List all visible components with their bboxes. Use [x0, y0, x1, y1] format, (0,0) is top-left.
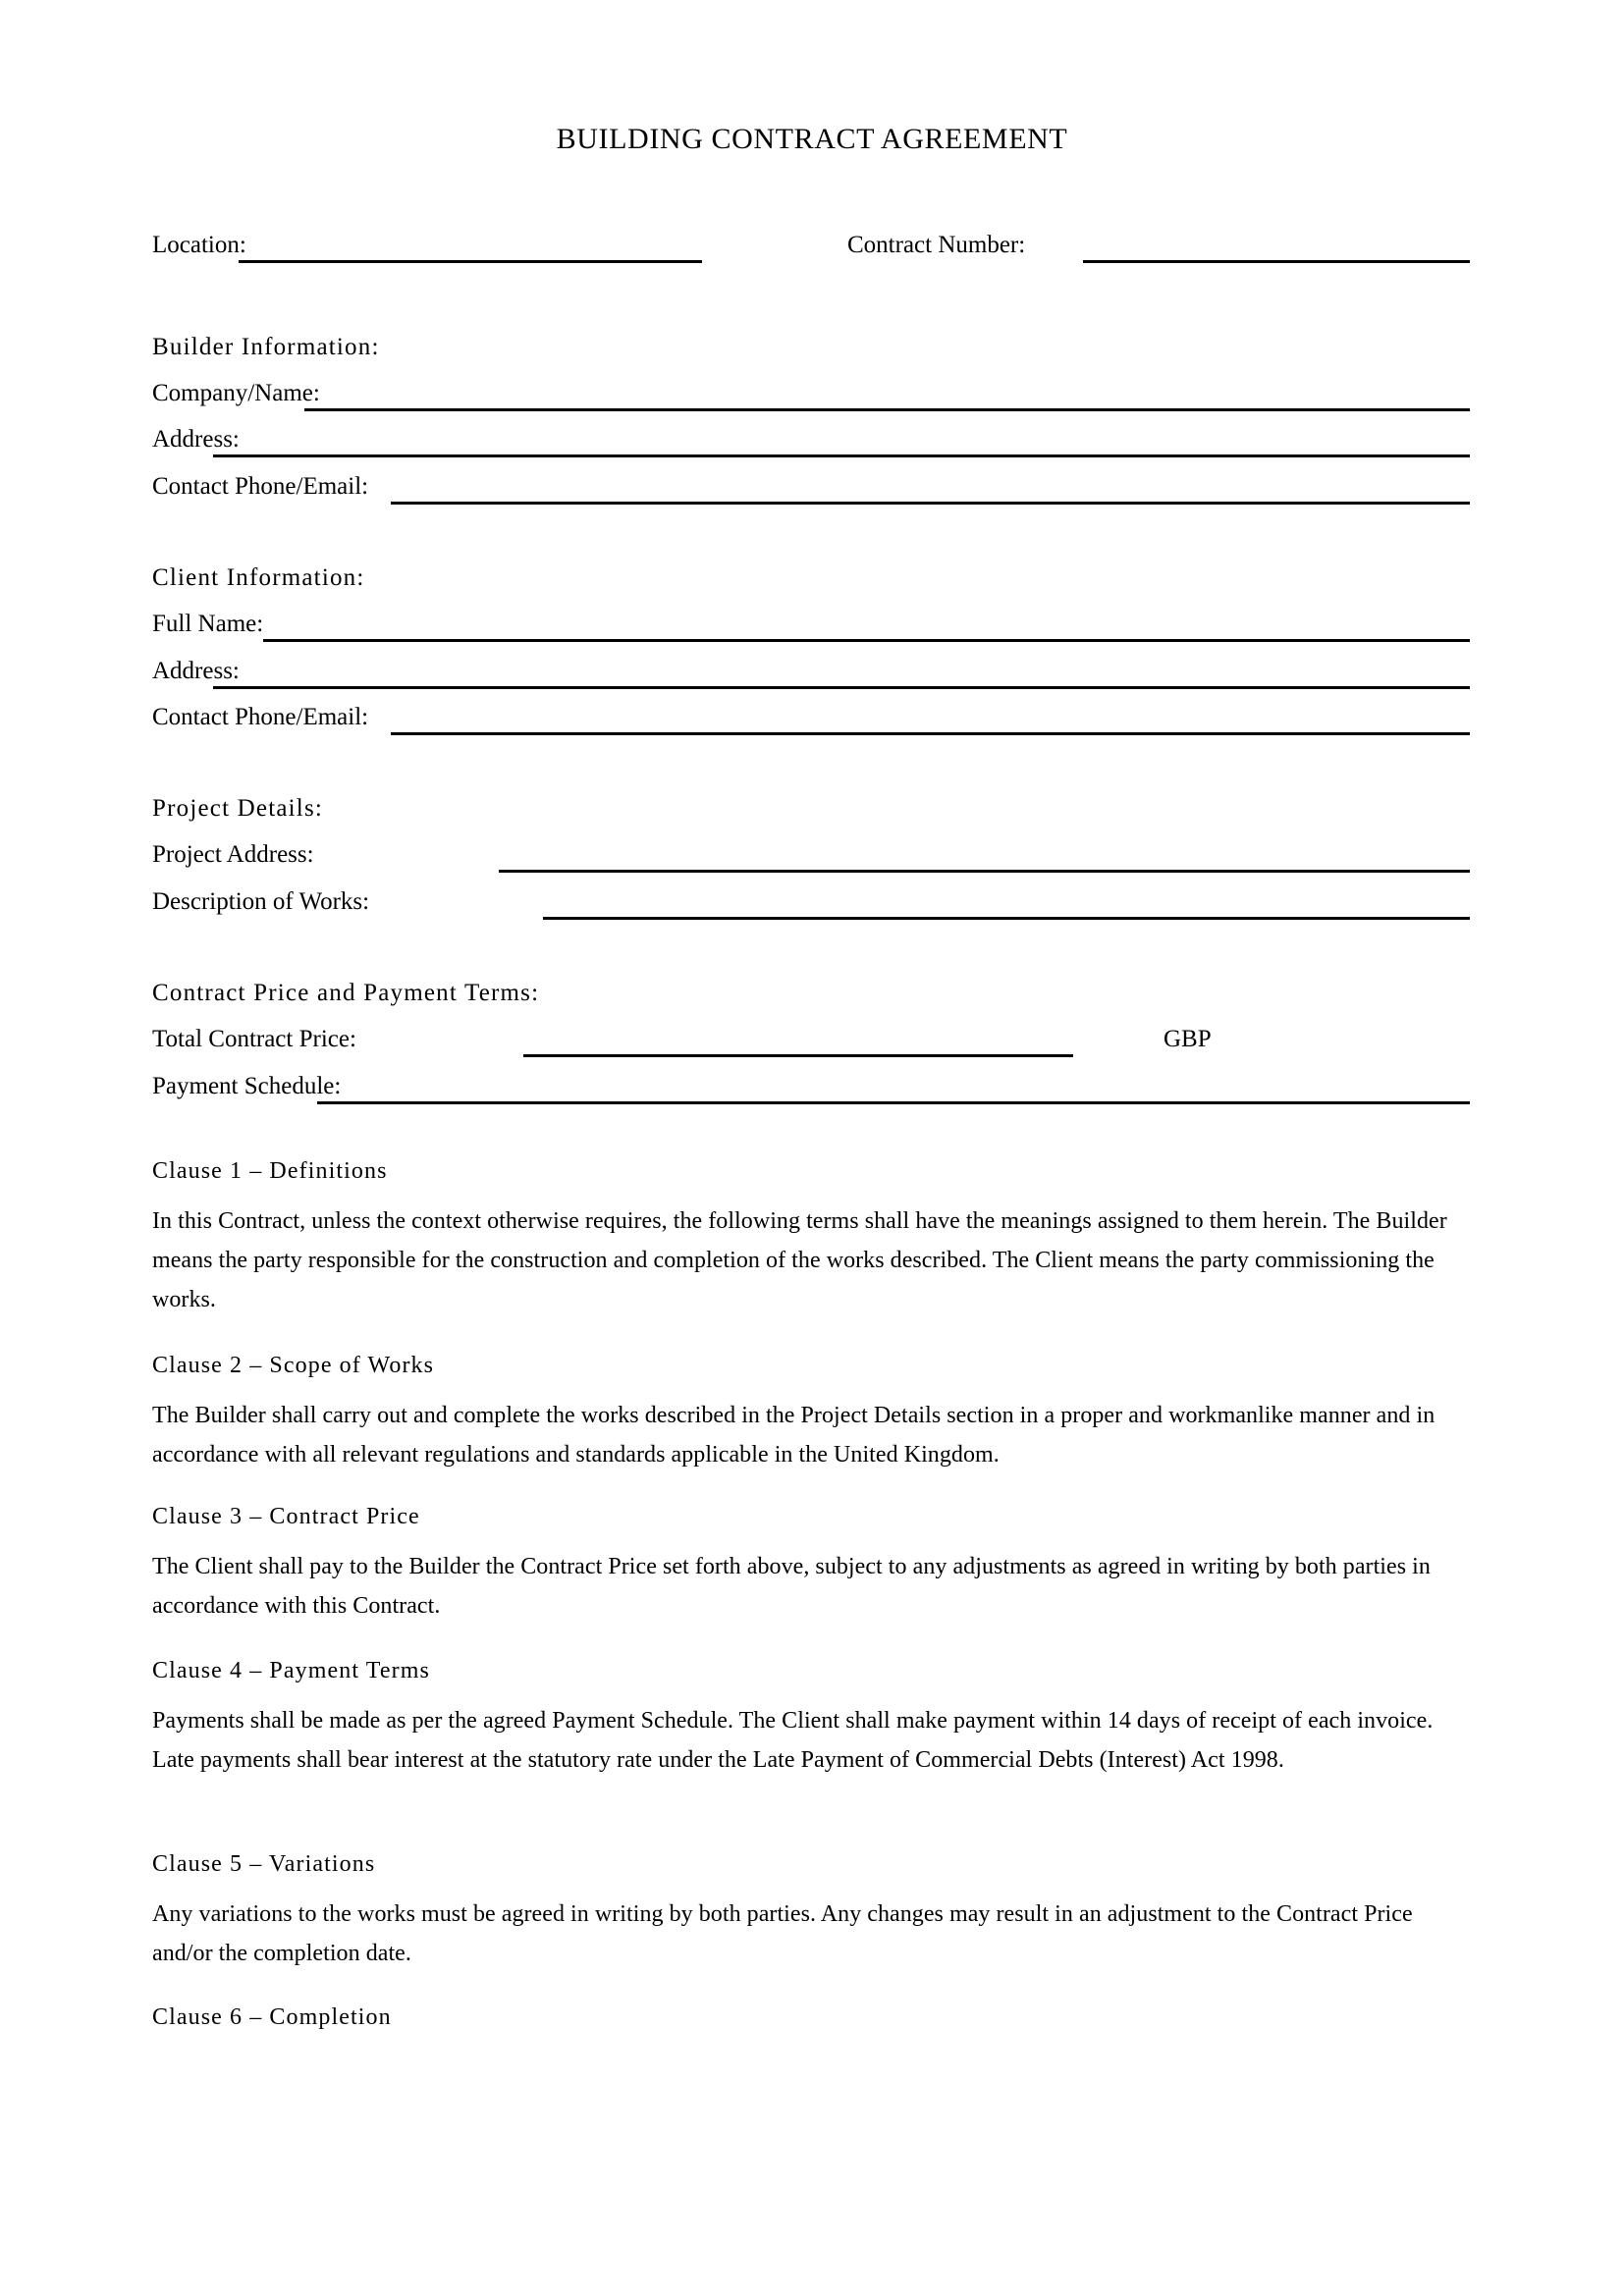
- project-section-heading: Project Details:: [152, 795, 324, 822]
- price-section-heading: Contract Price and Payment Terms:: [152, 980, 540, 1006]
- project-description-input-rule[interactable]: [543, 917, 1470, 920]
- clause-6: [152, 2002, 1470, 2048]
- client-contact-label: Contact Phone/Email:: [152, 704, 369, 730]
- payment-schedule-row: [152, 1071, 1624, 1110]
- project-description-row: [152, 886, 1624, 926]
- client-contact-row: [152, 702, 1624, 741]
- project-address-label: Project Address:: [152, 841, 314, 868]
- project-description-label: Description of Works:: [152, 888, 370, 915]
- builder-company-row: [152, 378, 1624, 417]
- client-address-input-rule[interactable]: [213, 686, 1470, 689]
- clause-4-title: Clause 4 – Payment Terms: [152, 1658, 430, 1683]
- builder-section-heading: Builder Information:: [152, 334, 380, 360]
- clause-5: [152, 1849, 1470, 1973]
- currency-label: GBP: [1164, 1026, 1212, 1052]
- project-address-row: [152, 839, 1624, 879]
- page-title: BUILDING CONTRACT AGREEMENT: [556, 123, 1068, 155]
- clause-2-title: Clause 2 – Scope of Works: [152, 1353, 435, 1378]
- client-fullname-input-rule[interactable]: [263, 639, 1470, 642]
- total-price-input-rule[interactable]: [523, 1054, 1073, 1057]
- client-section-heading: Client Information:: [152, 564, 365, 591]
- builder-company-input-rule[interactable]: [304, 408, 1470, 411]
- clause-2: [152, 1351, 1470, 1474]
- clause-4-body: Payments shall be made as per the agreed Payment Schedule. The Client shall make payment within 14 days of receipt of each invoice. Late payments shall bear interest at the statutory rate under the Late Payment of Commercial Debts (Interest) Act 1998.: [152, 1708, 1434, 1773]
- client-address-label: Address:: [152, 658, 240, 684]
- builder-company-label: Company/Name:: [152, 380, 320, 406]
- payment-schedule-label: Payment Schedule:: [152, 1073, 342, 1099]
- builder-contact-row: [152, 471, 1624, 510]
- clause-3-title: Clause 3 – Contract Price: [152, 1504, 420, 1529]
- builder-address-label: Address:: [152, 426, 240, 453]
- total-price-row: [152, 1024, 1624, 1063]
- location-contract-row: [152, 230, 1624, 269]
- builder-address-row: [152, 424, 1624, 463]
- builder-contact-label: Contact Phone/Email:: [152, 473, 369, 500]
- clause-6-title: Clause 6 – Completion: [152, 2004, 392, 2030]
- payment-schedule-input-rule[interactable]: [317, 1101, 1470, 1104]
- contract-number-input-rule[interactable]: [1083, 260, 1470, 263]
- clause-1-title: Clause 1 – Definitions: [152, 1158, 388, 1184]
- client-address-row: [152, 656, 1624, 695]
- builder-address-input-rule[interactable]: [213, 454, 1470, 457]
- clause-5-body: Any variations to the works must be agreed in writing by both parties. Any changes may result in an adjustment to the Contract Price and/or the completion date.: [152, 1901, 1413, 1966]
- client-fullname-label: Full Name:: [152, 611, 264, 637]
- project-address-input-rule[interactable]: [499, 870, 1470, 873]
- clause-1: [152, 1156, 1470, 1319]
- clause-3: [152, 1502, 1470, 1626]
- clause-5-title: Clause 5 – Variations: [152, 1851, 376, 1877]
- clause-3-body: The Client shall pay to the Builder the Contract Price set forth above, subject to any adjustments as agreed in writing by both parties in accordance with this Contract.: [152, 1554, 1431, 1619]
- total-price-label: Total Contract Price:: [152, 1026, 356, 1052]
- location-label: Location:: [152, 232, 246, 258]
- builder-contact-input-rule[interactable]: [391, 502, 1470, 505]
- clause-2-body: The Builder shall carry out and complete the works described in the Project Details section in a proper and workmanlike manner and in accordance with all relevant regulations and standards applicable in the United Kingdom.: [152, 1403, 1435, 1468]
- client-fullname-row: [152, 609, 1624, 648]
- clause-4: [152, 1656, 1470, 1780]
- location-input-rule[interactable]: [239, 260, 702, 263]
- contract-number-label: Contract Number:: [847, 232, 1026, 258]
- clause-1-body: In this Contract, unless the context otherwise requires, the following terms shall have the meanings assigned to them herein. The Builder means the party responsible for the construction and completion of the works described. The Client means the party commissioning the works.: [152, 1208, 1447, 1312]
- client-contact-input-rule[interactable]: [391, 732, 1470, 735]
